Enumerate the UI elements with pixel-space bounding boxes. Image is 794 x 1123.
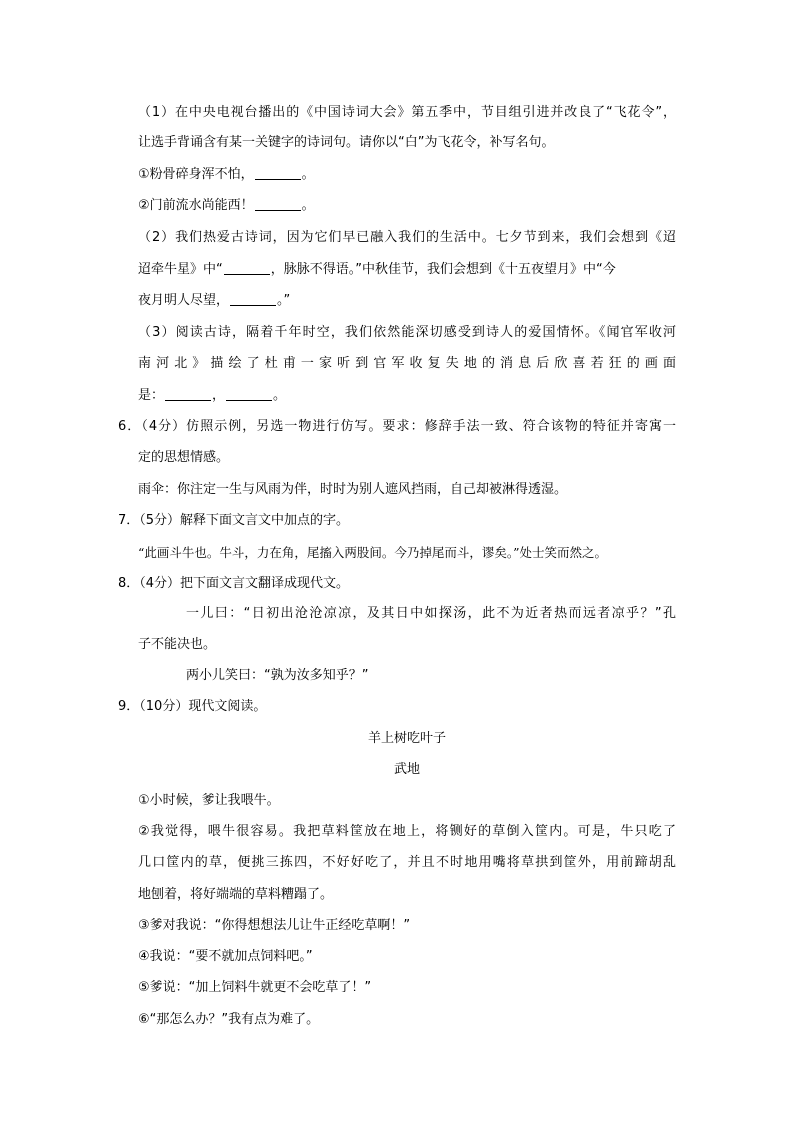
q5-part1-item-a	[138, 166, 315, 184]
q5-part1-line1: （1）在中央电视台播出的《中国诗词大会》第五季中，节目组引进并改良了“飞花令”，	[138, 105, 676, 120]
article-paragraph-6: ⑥“那怎么办？”我有点为难了。	[138, 1012, 320, 1027]
q6-example: 雨伞：你注定一生与风雨为伴，时时为别人遮风挡雨，自己却被淋得透湿。	[138, 482, 568, 497]
q8-passage-line3: 两小儿笑曰：“孰为汝多知乎？”	[186, 668, 369, 683]
article-paragraph-2-line2: 几口筐内的草，便挑三拣四，不好好吃了，并且不时地用嘴将草拱到筐外，用前蹄胡乱	[138, 855, 676, 870]
q5-part2-line3	[138, 292, 290, 310]
q5-part3-line1: （3）阅读古诗，隔着千年时空，我们依然能深切感受到诗人的爱国情怀。《闻官军收河	[138, 325, 676, 340]
q6-line2: 定的思想情感。	[138, 450, 230, 465]
q8-passage-line2: 子不能决也。	[138, 637, 217, 652]
answer-blank[interactable]	[255, 166, 301, 180]
q5-part2-line1: （2）我们热爱古诗词，因为它们早已融入我们的生活中。七夕节到来，我们会想到《迢	[138, 230, 676, 245]
article-paragraph-3: ③爹对我说：“你得想想法儿让牛正经吃草啊！”	[138, 918, 411, 933]
article-paragraph-2-line3: 地刨着，将好端端的草料糟蹋了。	[138, 887, 334, 902]
q5-part2-line3-text: 夜月明人尽望，	[138, 293, 230, 308]
q5-part1-item-b-end: 。	[301, 198, 315, 213]
answer-blank[interactable]	[226, 387, 272, 401]
q5-part1-item-b-text: ②门前流水尚能西！	[138, 198, 254, 213]
q8-line1: 8．（4分）把下面文言文翻译成现代文。	[118, 576, 350, 591]
q9-line1: 9．（10分）现代文阅读。	[118, 699, 267, 714]
q6-line1: 6．（4分）仿照示例，另选一物进行仿写。要求：修辞手法一致、符合该物的特征并寄寓一	[118, 419, 676, 434]
q5-part1-line2: 让选手背诵含有某一关键字的诗词句。请你以“白”为飞花令，补写名句。	[138, 135, 555, 150]
answer-blank[interactable]	[224, 261, 270, 275]
article-paragraph-1: ①小时候，爹让我喂牛。	[138, 793, 280, 808]
article-paragraph-4: ④我说：“要不就加点饲料吧。”	[138, 949, 313, 964]
q5-part3-line3	[138, 387, 286, 405]
q5-part2-line2-rest: ，脉脉不得语。”中秋佳节，我们会想到《十五夜望月》中“今	[270, 262, 616, 277]
q5-part3-line2: 南河北》描绘了杜甫一家听到官军收复失地的消息后欣喜若狂的画面	[138, 356, 676, 371]
q5-part1-item-a-end: 。	[301, 167, 315, 182]
q7-line1: 7．（5分）解释下面文言文中加点的字。	[118, 513, 350, 528]
q5-part1-item-b	[138, 197, 315, 215]
article-author: 武地	[393, 762, 420, 777]
q5-part2-line3-end: 。”	[277, 293, 291, 308]
q5-part2-line2-text: 迢牵牛星》中“	[138, 262, 223, 277]
answer-blank[interactable]	[255, 197, 301, 211]
q5-part3-line3-end: 。	[273, 388, 287, 403]
article-title: 羊上树吃叶子	[367, 731, 446, 746]
q8-passage-line1: 一儿曰：“日初出沧沧凉凉，及其日中如探汤，此不为近者热而远者凉乎？”孔	[186, 606, 676, 621]
article-paragraph-5: ⑤爹说：“加上饲料牛就更不会吃草了！”	[138, 980, 372, 995]
answer-blank[interactable]	[230, 292, 276, 306]
answer-blank[interactable]	[165, 387, 211, 401]
q5-part3-line3-sep: ，	[212, 388, 226, 403]
q5-part3-line3-text: 是：	[138, 388, 165, 403]
q5-part1-item-a-text: ①粉骨碎身浑不怕，	[138, 167, 254, 182]
q5-part2-line2	[138, 261, 616, 279]
article-paragraph-2-line1: ②我觉得，喂牛很容易。我把草料筐放在地上，将铡好的草倒入筐内。可是，牛只吃了	[138, 824, 676, 839]
q7-passage: “此画斗牛也。牛斗，力在角，尾搐入两股间。今乃掉尾而斗，谬矣。”处士笑而然之。	[138, 545, 608, 560]
